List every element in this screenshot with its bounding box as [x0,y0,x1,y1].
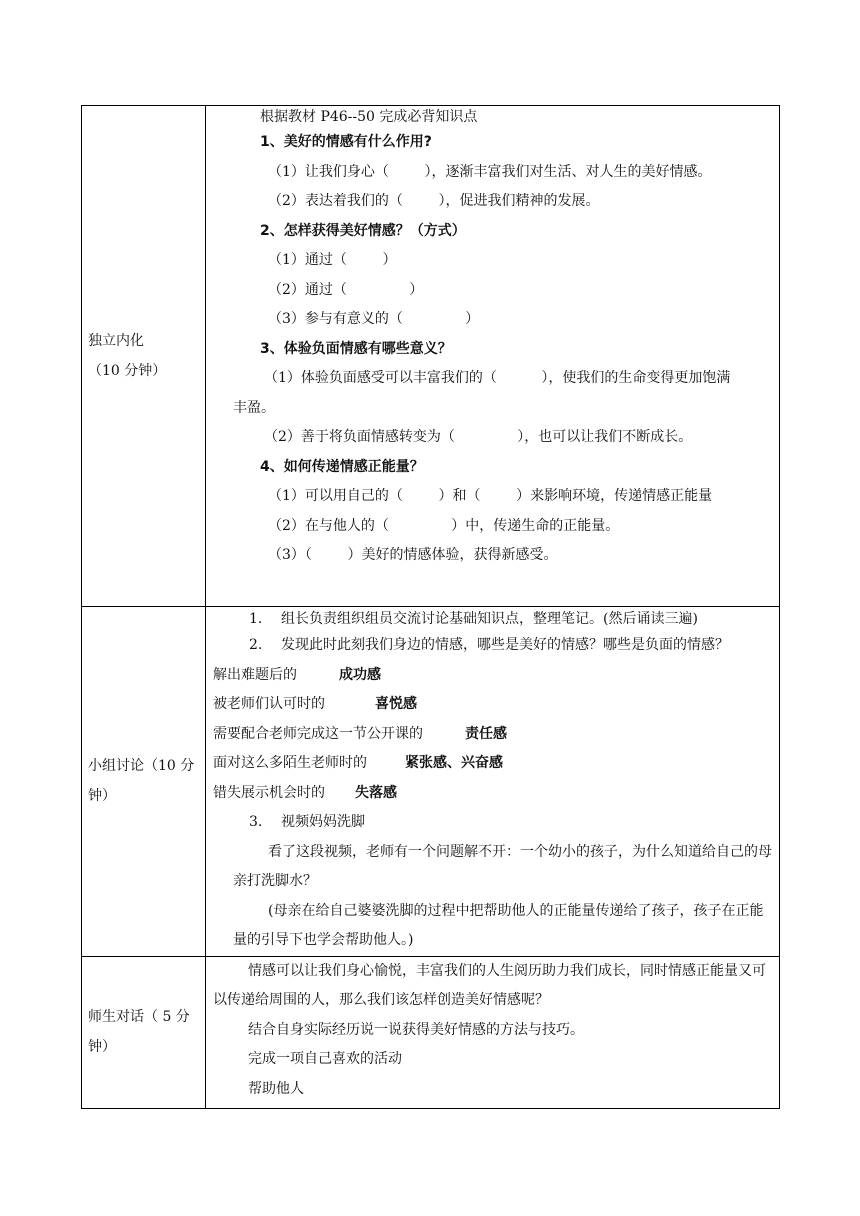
fill-blank-line: （1）通过（ ） [268,252,397,268]
situation-text: 需要配合老师完成这一节公开课的 [213,725,423,742]
row-label: 师生对话（ 5 分 钟） [88,1009,190,1055]
list-text: 发现此时此刻我们身边的情感，哪些是美好的情感？哪些是负面的情感？ [281,637,729,653]
situation-text: 解出难题后的 [213,666,297,683]
fill-blank-line: （3）参与有意义的（ ） [268,311,480,327]
instruction-line: 根据教材 P46--50 完成必背知识点 [260,109,478,125]
fill-blank-line: （2）在与他人的（ ）中，传递生命的正能量。 [268,517,620,534]
question-heading: 4、如何传递情感正能量？ [260,458,424,475]
dialogue-line: 结合自身实际经历说一说获得美好情感的方法与技巧。 [248,1021,584,1038]
list-number: 3. [249,814,263,830]
feeling-pair [213,749,773,779]
feeling-pair [213,690,773,720]
list-text: 组长负责组织组员交流讨论基础知识点，整理笔记。(然后诵读三遍) [281,611,698,627]
row-label-cell [82,956,206,1108]
row-label-cell [82,106,206,607]
list-item [213,631,773,661]
row-content-cell [206,106,780,607]
lesson-plan-table [81,105,780,1109]
row-content-cell [206,956,780,1108]
fill-blank-line: （2）表达着我们的（ ），促进我们精神的发展。 [268,193,600,209]
fill-blank-line: （3）（ ）美好的情感体验，获得新感受。 [268,547,558,563]
list-text: 视频妈妈洗脚 [281,814,365,830]
dialogue-paragraph: 情感可以让我们身心愉悦，丰富我们的人生阅历助力我们成长，同时情感正能量又可以传递给周围的人，那么我们该怎样创造美好情感呢？ [213,962,766,1008]
feeling-text: 喜悦感 [375,696,417,712]
feeling-text: 成功感 [339,666,381,683]
fill-blank-line: （1）可以用自己的（ ）和（ ）来影响环境，传递情感正能量 [268,488,713,504]
dialogue-line: 帮助他人 [248,1080,304,1097]
question-heading: 3、体验负面情感有哪些意义？ [260,340,452,357]
table-row-dialogue [82,956,780,1108]
row-content-cell [206,607,780,957]
fill-blank-line-cont: 丰盈。 [233,399,275,416]
row-label: 小组讨论（10 分 钟） [88,758,195,805]
question-paragraph: 看了这段视频，老师有一个问题解不开：一个幼小的孩子，为什么知道给自己的母亲打洗脚水？ [233,843,772,889]
feeling-text: 责任感 [465,725,507,742]
situation-text: 面对这么多陌生老师时的 [213,755,367,771]
list-number: 2. [249,637,263,653]
list-item [213,808,773,838]
table-row-independent [82,106,780,607]
question-heading: 2、怎样获得美好情感？（方式） [260,222,466,239]
list-item [213,607,773,631]
row-label: 独立内化 （10 分钟） [88,333,167,379]
list-number: 1. [249,611,263,627]
answer-paragraph: (母亲在给自己婆婆洗脚的过程中把帮助他人的正能量传递给了孩子，孩子在正能量的引导下也学会帮助他人。) [233,902,764,948]
row-label-cell [82,607,206,957]
situation-text: 错失展示机会时的 [213,784,325,801]
fill-blank-line: （1）让我们身心（ ），逐渐丰富我们对生活、对人生的美好情感。 [268,163,712,180]
feeling-text: 失落感 [355,784,397,801]
feeling-text: 紧张感、兴奋感 [405,755,503,771]
fill-blank-line: （2）善于将负面情感转变为（ ），也可以让我们不断成长。 [264,429,693,445]
feeling-pair [213,661,773,691]
fill-blank-line: （1）体验负面感受可以丰富我们的（ ），使我们的生命变得更加饱满 [264,370,731,386]
table-row-group-discussion [82,607,780,957]
situation-text: 被老师们认可时的 [213,696,325,712]
feeling-pair [213,720,773,750]
fill-blank-line: （2）通过（ ） [268,281,424,298]
feeling-pair [213,779,773,809]
dialogue-line: 完成一项自己喜欢的活动 [248,1051,402,1067]
question-heading: 1、美好的情感有什么作用? [260,134,432,150]
